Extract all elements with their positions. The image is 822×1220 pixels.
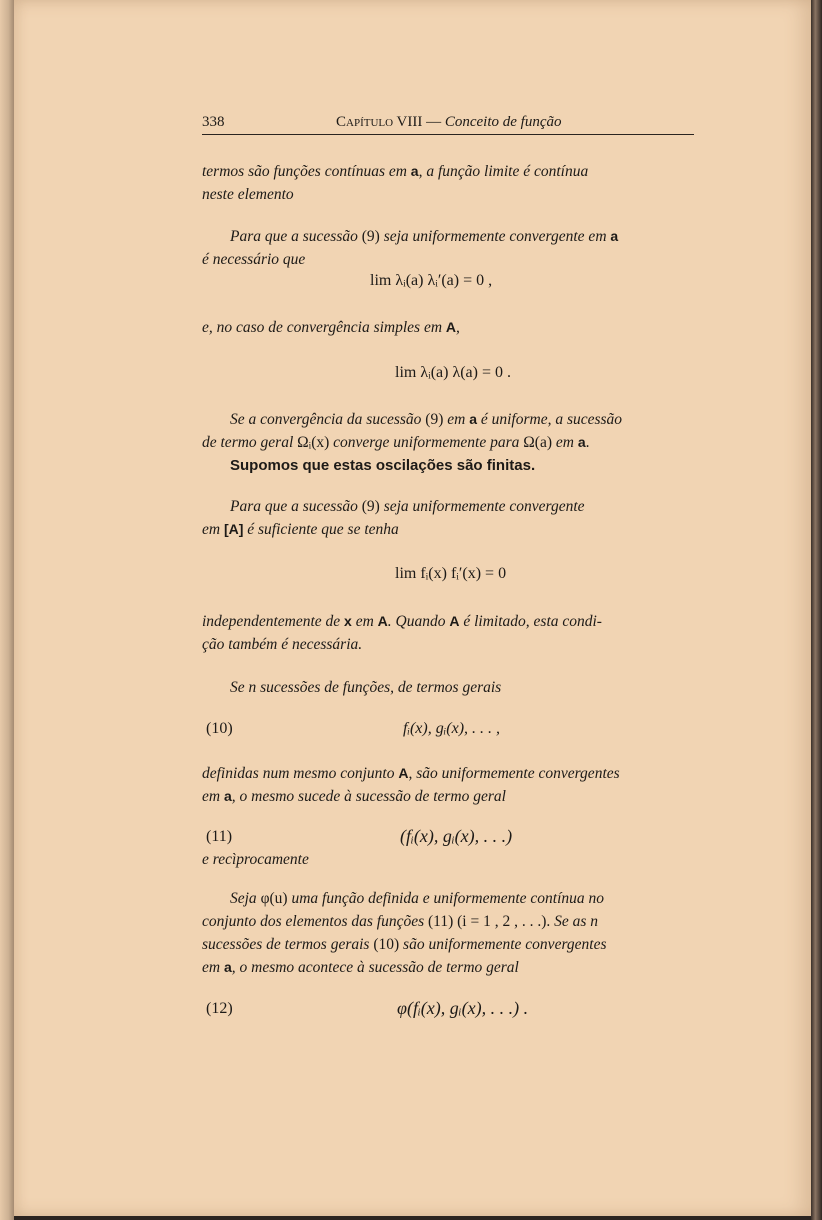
symbol-a: a	[223, 959, 232, 975]
text: sucessões de termos gerais	[202, 936, 370, 953]
text: em	[202, 959, 221, 976]
text: Se n sucessões de funções, de termos gerais	[230, 679, 502, 696]
text: em	[355, 613, 374, 630]
equation-10: fᵢ(x), gᵢ(x), . . . ,	[403, 720, 501, 737]
chapter-label: Capítulo VIII	[336, 114, 423, 130]
symbol-A: A	[377, 613, 388, 629]
ref-9: (9)	[361, 498, 380, 515]
paragraph-10	[202, 848, 702, 871]
ref-9: (9)	[361, 228, 380, 245]
equation-12: φ(fᵢ(x), gᵢ(x), . . .) .	[397, 998, 529, 1018]
formula-lim-1: lim λᵢ(a) λᵢ′(a) = 0 ,	[370, 272, 493, 289]
equation-12-label: (12)	[206, 1000, 233, 1017]
paragraph-8	[202, 676, 702, 699]
paragraph-6	[202, 495, 702, 541]
text: ção também é necessária.	[202, 636, 363, 653]
equation-11-label: (11)	[206, 828, 233, 845]
symbol-A: A	[398, 765, 409, 781]
ref-9: (9)	[425, 411, 444, 428]
text: . Quando	[387, 613, 446, 630]
chapter-subtitle: Conceito de função	[444, 114, 562, 130]
equation-10-label: (10)	[206, 720, 233, 737]
text: ,	[456, 319, 460, 336]
paragraph-11	[202, 887, 702, 979]
header-dash: —	[422, 114, 445, 130]
text: definidas num mesmo conjunto	[202, 765, 395, 782]
paragraph-9	[202, 762, 702, 808]
text: de termo geral	[202, 434, 294, 451]
text: termos são funções contínuas em	[202, 163, 407, 180]
text: , a função limite é contínua	[418, 163, 589, 180]
paragraph-3	[202, 316, 702, 339]
ref-11: (11)	[428, 913, 454, 930]
text: é limitado, esta condi-	[463, 613, 602, 630]
text: Seja	[230, 890, 257, 907]
text: em	[202, 521, 221, 538]
text: em	[555, 434, 574, 451]
symbol-A: A	[449, 613, 460, 629]
text: é necessário que	[202, 251, 306, 268]
running-head	[336, 114, 562, 131]
text: Para que a sucessão	[230, 498, 358, 515]
symbol-a: a	[223, 788, 232, 804]
symbol-a: a	[610, 228, 619, 244]
book-gutter	[0, 0, 14, 1220]
header-rule	[202, 134, 694, 135]
text: em	[202, 788, 221, 805]
text: , o mesmo acontece à sucessão de termo geral	[231, 959, 519, 976]
text: seja uniformemente convergente em	[383, 228, 607, 245]
text: neste elemento	[202, 186, 294, 203]
symbol-A-bracket: [A]	[223, 521, 244, 537]
text: uma função definida e uniformemente contínua no	[291, 890, 604, 907]
symbol-A: A	[445, 319, 457, 335]
symbol-a: a	[410, 163, 419, 179]
page-edge	[811, 0, 822, 1220]
text: e recìprocamente	[202, 851, 309, 868]
text: é uniforme, a sucessão	[480, 411, 623, 428]
page-number: 338	[202, 114, 225, 130]
text: e, no caso de convergência simples em	[202, 319, 443, 336]
phi-u: φ(u)	[260, 890, 288, 907]
equation-11: (fᵢ(x), gᵢ(x), . . .)	[400, 826, 513, 846]
text: Para que a sucessão	[230, 228, 358, 245]
symbol-a: a	[577, 434, 586, 450]
omega-i-x: Ωᵢ(x)	[297, 434, 330, 451]
text: .	[585, 434, 590, 451]
text: , o mesmo sucede à sucessão de termo geral	[231, 788, 506, 805]
text: Se a convergência da sucessão	[230, 411, 422, 428]
omega-a: Ω(a)	[523, 434, 553, 451]
text: converge uniformemente para	[333, 434, 520, 451]
text: é suficiente que se tenha	[247, 521, 399, 538]
symbol-x: x	[344, 613, 352, 629]
paragraph-7	[202, 610, 702, 656]
text: Supomos que estas oscilações são finitas.	[230, 457, 536, 474]
text: conjunto dos elementos das funções	[202, 913, 425, 930]
index-range: (i = 1 , 2 , . . .).	[457, 913, 551, 930]
text: independentemente de	[202, 613, 341, 630]
paragraph-4	[202, 408, 702, 454]
formula-lim-3: lim fᵢ(x) fᵢ′(x) = 0	[395, 565, 507, 582]
text: são uniformemente convergentes	[403, 936, 607, 953]
paragraph-2	[202, 225, 702, 271]
formula-lim-2: lim λᵢ(a) λ(a) = 0 .	[395, 364, 512, 381]
paragraph-1	[202, 160, 702, 206]
text: seja uniformemente convergente	[383, 498, 585, 515]
symbol-a: a	[469, 411, 477, 427]
text: em	[447, 411, 466, 428]
paragraph-5	[230, 454, 730, 477]
ref-10: (10)	[373, 936, 400, 953]
text: Se as n	[554, 913, 599, 930]
text: , são uniformemente convergentes	[408, 765, 620, 782]
